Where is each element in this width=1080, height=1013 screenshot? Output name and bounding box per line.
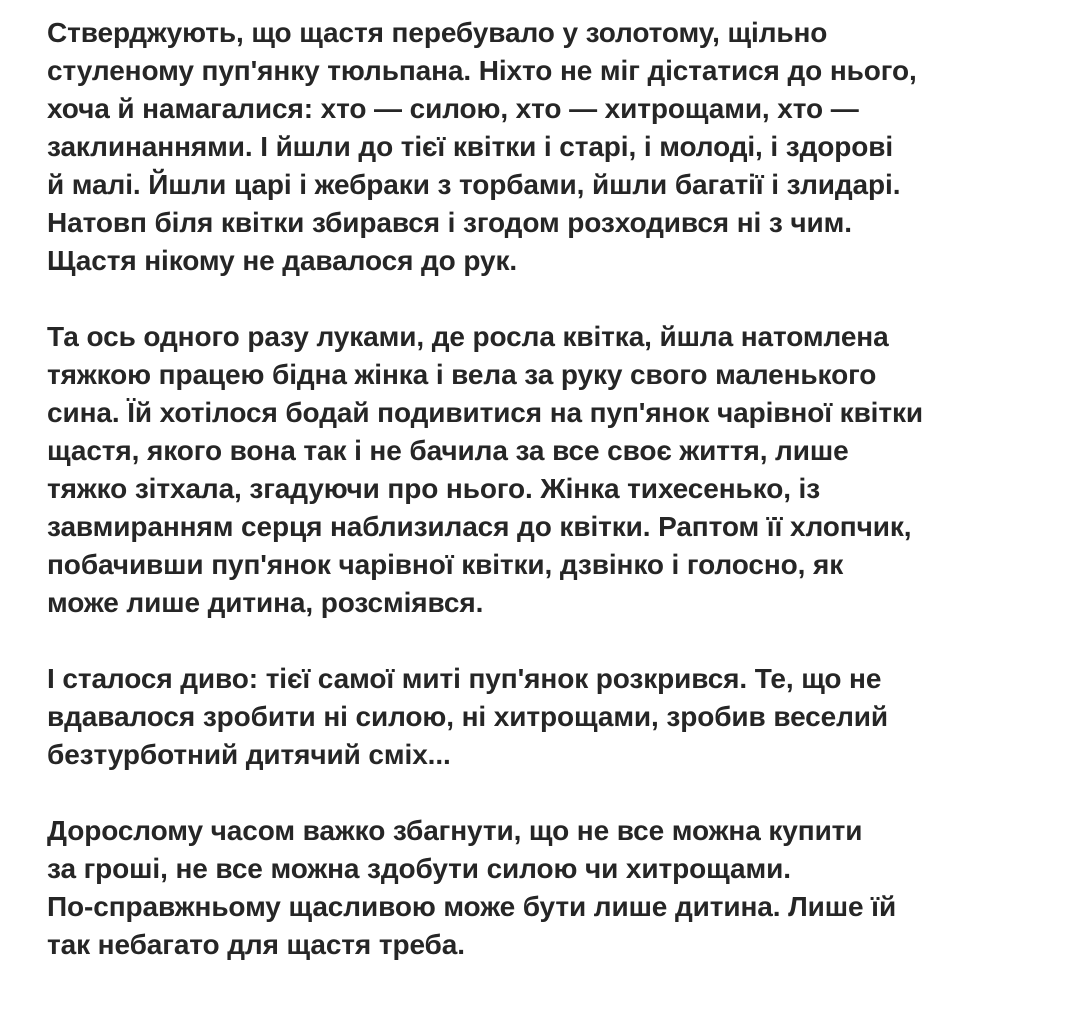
- text-line: тяжкою працею бідна жінка і вела за руку свого маленького: [47, 359, 877, 390]
- text-line: По-справжньому щасливою може бути лише дитина. Лише їй: [47, 891, 897, 922]
- text-line: й малі. Йшли царі і жебраки з торбами, йшли багатії і злидарі.: [47, 169, 901, 200]
- text-line: безтурботний дитячий сміх...: [47, 739, 451, 770]
- text-line: заклинаннями. І йшли до тієї квітки і старі, і молоді, і здорові: [47, 131, 894, 162]
- paragraph-spacer: [47, 280, 1057, 318]
- text-line: хоча й намагалися: хто — силою, хто — хитрощами, хто —: [47, 93, 859, 124]
- text-line: стуленому пуп'янку тюльпана. Ніхто не міг дістатися до нього,: [47, 55, 917, 86]
- text-line: може лише дитина, розсміявся.: [47, 587, 484, 618]
- text-line: сина. Їй хотілося бодай подивитися на пуп'янок чарівної квітки: [47, 397, 924, 428]
- paragraph-spacer: [47, 774, 1057, 812]
- paragraph-2: [47, 318, 1057, 622]
- text-line: Натовп біля квітки збирався і згодом розходився ні з чим.: [47, 207, 852, 238]
- text-line: Та ось одного разу луками, де росла квітка, йшла натомлена: [47, 321, 889, 352]
- paragraph-3: [47, 660, 1057, 774]
- text-line: так небагато для щастя треба.: [47, 929, 465, 960]
- story-text-page: [47, 14, 1057, 964]
- text-line: щастя, якого вона так і не бачила за все своє життя, лише: [47, 435, 849, 466]
- paragraph-4: [47, 812, 1057, 964]
- paragraph-1: [47, 14, 1057, 280]
- text-line: Щастя нікому не давалося до рук.: [47, 245, 518, 276]
- text-line: І сталося диво: тієї самої миті пуп'янок розкрився. Те, що не: [47, 663, 882, 694]
- text-line: за гроші, не все можна здобути силою чи хитрощами.: [47, 853, 791, 884]
- text-line: тяжко зітхала, згадуючи про нього. Жінка тихесенько, із: [47, 473, 821, 504]
- paragraph-spacer: [47, 622, 1057, 660]
- text-line: побачивши пуп'янок чарівної квітки, дзвінко і голосно, як: [47, 549, 844, 580]
- text-line: Дорослому часом важко збагнути, що не все можна купити: [47, 815, 863, 846]
- text-line: завмиранням серця наблизилася до квітки. Раптом її хлопчик,: [47, 511, 912, 542]
- text-line: вдавалося зробити ні силою, ні хитрощами, зробив веселий: [47, 701, 889, 732]
- text-line: Стверджують, що щастя перебувало у золотому, щільно: [47, 17, 828, 48]
